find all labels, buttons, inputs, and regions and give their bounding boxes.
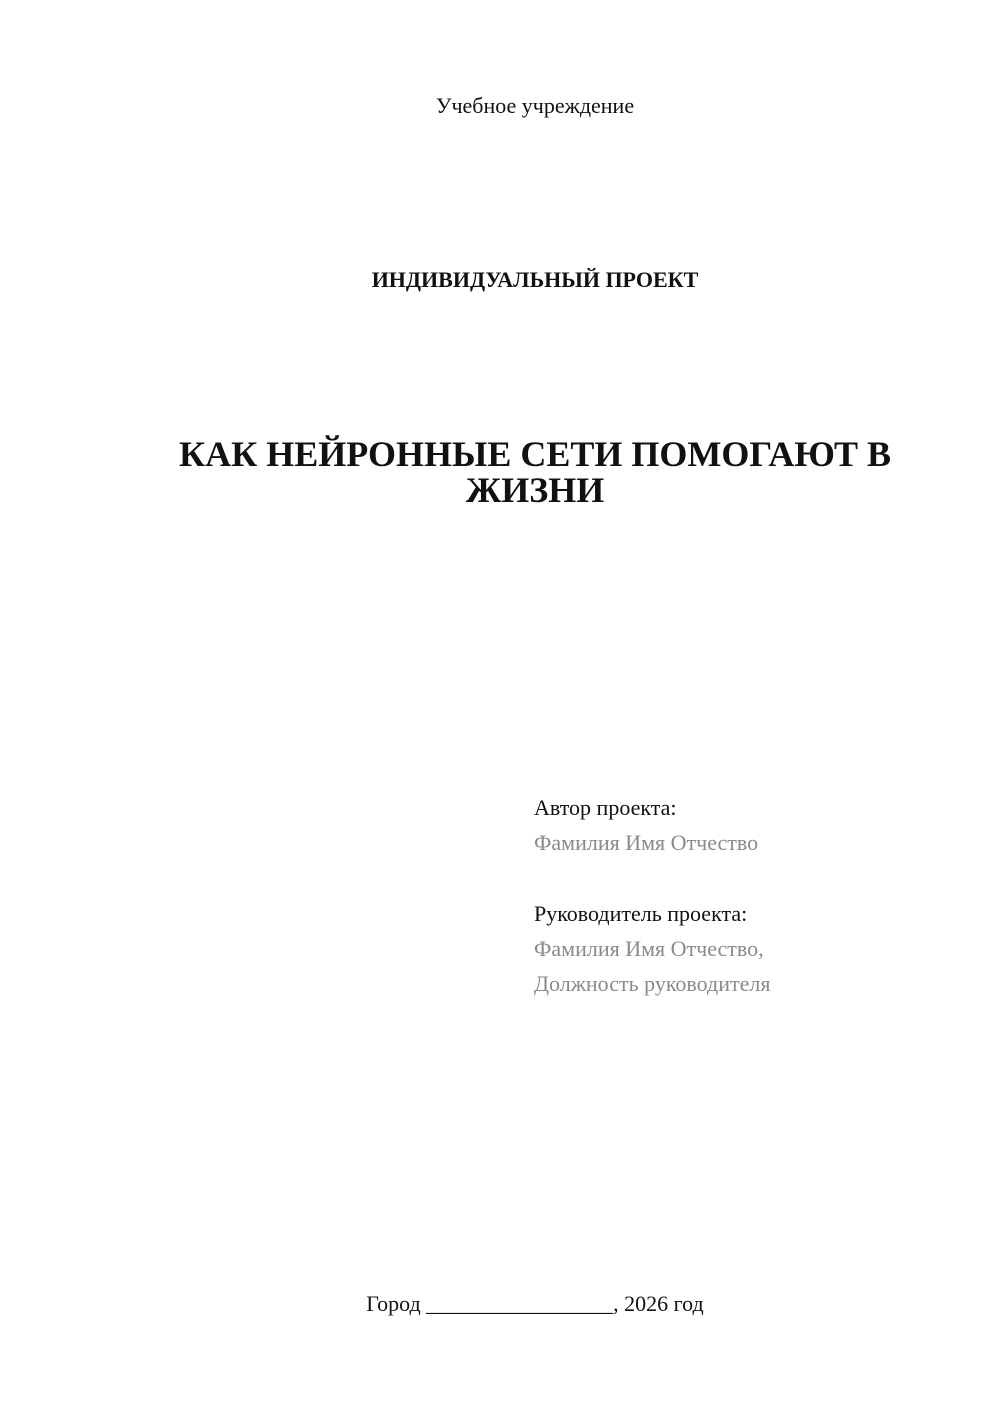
city-label: Город	[366, 1291, 421, 1316]
institution-name: Учебное учреждение	[435, 93, 635, 118]
city-blank: _________________	[426, 1291, 614, 1316]
footer-city-year	[0, 1290, 1000, 1318]
supervisor-name: Фамилия Имя Отчество,	[534, 936, 764, 961]
author-name: Фамилия Имя Отчество	[534, 830, 759, 855]
project-title	[130, 436, 940, 508]
document-type: ИНДИВИДУАЛЬНЫЙ ПРОЕКТ	[371, 267, 699, 292]
supervisor-position: Должность руководителя	[534, 971, 771, 996]
project-title-line-2: ЖИЗНИ	[465, 470, 605, 510]
project-title-line-1: КАК НЕЙРОННЫЕ СЕТИ ПОМОГАЮТ В	[178, 434, 892, 474]
signature-block	[534, 790, 974, 1001]
author-label: Автор проекта:	[534, 795, 677, 820]
year-text: , 2026 год	[613, 1291, 704, 1316]
spacer	[534, 860, 974, 896]
supervisor-label: Руководитель проекта:	[534, 901, 748, 926]
